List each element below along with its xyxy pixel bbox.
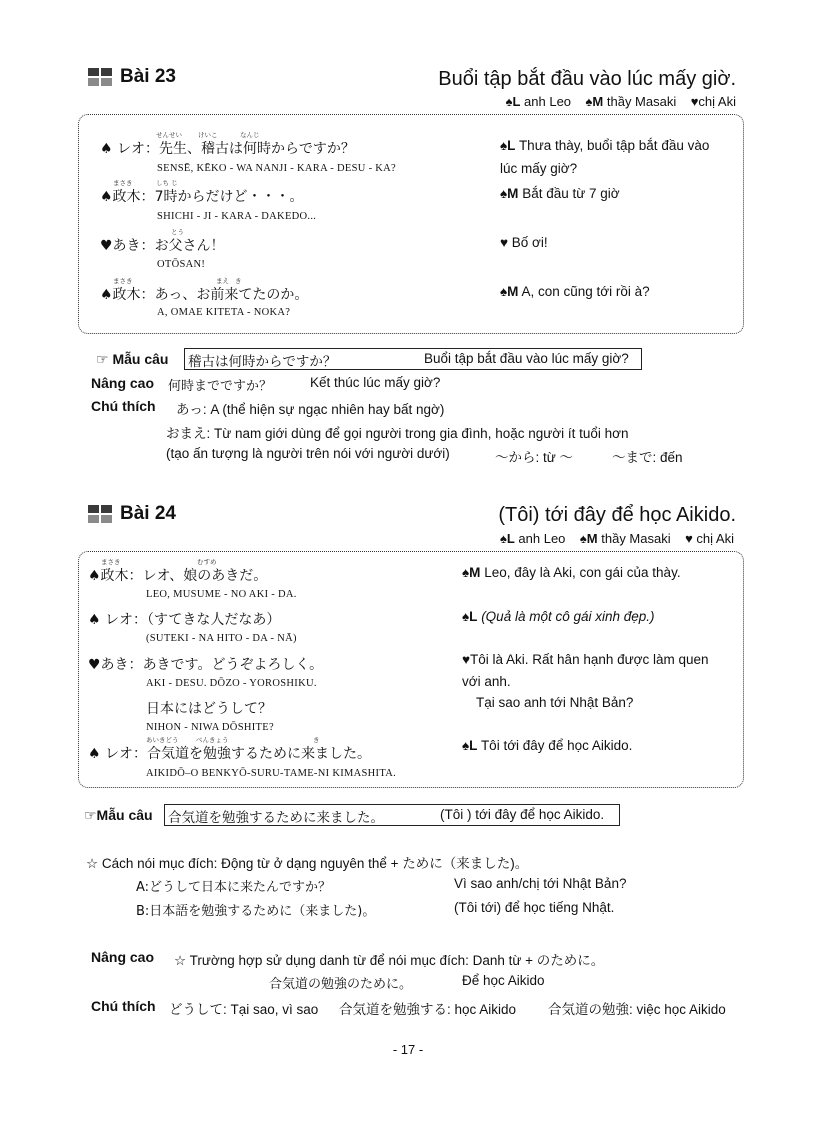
lesson-24-heading xyxy=(88,503,176,525)
pattern-jp: 合気道を勉強するために来ました。 xyxy=(168,810,384,826)
dialog-vi: ♠L (Quả là một cô gái xinh đẹp.) xyxy=(462,609,655,624)
dialog-jp: お父さん！ xyxy=(154,238,225,254)
furigana: あいきどう xyxy=(146,736,179,744)
note-3: (tạo ấn tượng là người trên nói với người dưới) xyxy=(166,446,450,461)
dialog-romaji: NIHON - NIWA DŌSHITE? xyxy=(146,722,274,733)
dialog-line-1 xyxy=(100,138,355,158)
dialog-romaji: SHICHI - JI - KARA - DAKEDO... xyxy=(157,211,317,222)
furigana: しち じ xyxy=(156,179,178,187)
advanced-example-vi: Để học Aikido xyxy=(462,973,545,988)
dialog-jp: （すてきな人だなあ） xyxy=(147,612,281,628)
speaker-label: ♠政木： xyxy=(100,287,155,303)
advanced-vi: Kết thúc lúc mấy giờ? xyxy=(310,375,441,390)
dialog-line-2 xyxy=(100,186,303,206)
dialog-vi: ♠M A, con cũng tới rồi à? xyxy=(500,284,650,299)
furigana: まえ xyxy=(216,277,229,285)
dialog-vi: ♠L Tôi tới đây để học Aikido. xyxy=(462,738,633,753)
dialog-line-1 xyxy=(88,565,267,585)
dialog-line-3 xyxy=(100,235,225,255)
furigana: せんせい xyxy=(156,131,182,139)
speaker-label: ♥あき： xyxy=(100,238,155,254)
furigana: き xyxy=(313,736,320,744)
dialog-jp: あきです。どうぞよろしく。 xyxy=(142,657,324,673)
pattern-jp: 稽古は何時からですか？ xyxy=(188,354,337,370)
dialog-romaji: (SUTEKI - NA HITO - DA - NĀ) xyxy=(146,633,297,644)
lesson-23-title: Buổi tập bắt đầu vào lúc mấy giờ. xyxy=(438,68,736,90)
lesson-24-roles: ♠L anh Leo ♠M thầy Masaki ♥ chị Aki xyxy=(499,531,734,546)
furigana: まさき xyxy=(113,277,133,285)
note-3: 合気道の勉強: việc học Aikido xyxy=(548,1002,726,1017)
example-b-vi: (Tôi tới) để học tiếng Nhật. xyxy=(454,900,615,915)
furigana: まさき xyxy=(113,179,133,187)
page-number: - 17 - xyxy=(392,1042,424,1057)
note-2: おまえ: Từ nam giới dùng để gọi người trong gia đình, hoặc người ít tuổi hơn xyxy=(166,426,629,441)
advanced-text: ☆ Trường hợp sử dụng danh từ để nói mục đích: Danh từ + のために。 xyxy=(174,953,605,968)
furigana: まさき xyxy=(101,558,121,566)
lesson-23-heading xyxy=(88,66,176,88)
dialog-romaji: A, OMAE KITETA - NOKA? xyxy=(157,307,291,318)
dialog-romaji: AIKIDŌ–O BENKYŌ-SURU-TAME-NI KIMASHITA. xyxy=(146,768,397,779)
dialog-jp: 合気道を勉強するために来ました。 xyxy=(147,746,372,762)
furigana: なんじ xyxy=(240,131,260,139)
note-2: 合気道を勉強する: học Aikido xyxy=(339,1002,517,1017)
note-label: Chú thích xyxy=(91,998,156,1014)
speaker-label: ♠ レオ： xyxy=(100,141,160,157)
dialog-jp: 7時からだけど・・・。 xyxy=(154,189,304,205)
dialog-jp: あっ、お前来てたのか。 xyxy=(154,287,309,303)
furigana: とう xyxy=(171,228,184,236)
speaker-label: ♠ レオ： xyxy=(88,612,148,628)
dialog-vi: ♠M Leo, đây là Aki, con gái của thày. xyxy=(462,565,681,580)
lesson-24-title: (Tôi) tới đây để học Aikido. xyxy=(498,504,736,526)
pattern-vi: (Tôi ) tới đây để học Aikido. xyxy=(440,807,605,822)
dialog-vi: ♠M Bắt đầu từ 7 giờ xyxy=(500,186,620,201)
advanced-label: Nâng cao xyxy=(91,949,155,965)
advanced-jp: 何時までですか？ xyxy=(168,379,273,394)
lesson-square-icon xyxy=(88,68,112,86)
purpose-rule: ☆ Cách nói mục đích: Động từ ở dạng nguyên thể + ために（来ました)。 xyxy=(86,856,529,871)
lesson-23-label: Bài 23 xyxy=(120,66,176,87)
speaker-label: ♠政木： xyxy=(100,189,155,205)
furigana: べんきょう xyxy=(196,736,229,744)
lesson-square-icon xyxy=(88,505,112,523)
note-1: あっ: A (thể hiện sự ngạc nhiên hay bất ngờ) xyxy=(176,402,445,417)
dialog-line-5 xyxy=(88,743,371,763)
note-label: Chú thích xyxy=(91,398,156,414)
dialog-vi: ♠L Thưa thày, buổi tập bắt đầu vào xyxy=(500,138,710,153)
speaker-label: ♠ レオ： xyxy=(88,746,148,762)
lesson-24-label: Bài 24 xyxy=(120,503,176,524)
dialog-vi: Tại sao anh tới Nhật Bản? xyxy=(476,695,634,710)
dialog-romaji: OTŌSAN! xyxy=(157,259,206,270)
dialog-vi: ♥ Bố ơi! xyxy=(500,235,548,250)
furigana: けいこ xyxy=(198,131,218,139)
pattern-vi: Buổi tập bắt đầu vào lúc mấy giờ? xyxy=(424,351,629,366)
dialog-romaji: SENSĒ, KĒKO - WA NANJI - KARA - DESU - KA? xyxy=(157,163,397,174)
dialog-jp: レオ、娘のあきだ。 xyxy=(142,568,268,584)
dialog-vi-cont: với anh. xyxy=(462,674,511,689)
dialog-line-3 xyxy=(88,654,323,674)
speaker-label: ♥あき： xyxy=(88,657,143,673)
dialog-jp: 日本にはどうして？ xyxy=(146,701,272,717)
dialog-line-2 xyxy=(88,609,280,629)
speaker-label: ♠政木： xyxy=(88,568,143,584)
note-4: ～から: từ ～ xyxy=(495,450,574,465)
dialog-vi-cont: lúc mấy giờ? xyxy=(500,161,578,176)
dialog-romaji: LEO, MUSUME - NO AKI - DA. xyxy=(146,589,297,600)
note-1: どうして: Tại sao, vì sao xyxy=(169,1002,319,1017)
lesson-23-roles: ♠L anh Leo ♠M thầy Masaki ♥chị Aki xyxy=(505,94,736,109)
furigana: むすめ xyxy=(197,558,217,566)
advanced-label: Nâng cao xyxy=(91,375,155,391)
dialog-jp: 先生、稽古は何時からですか？ xyxy=(159,141,355,157)
example-a-vi: Vì sao anh/chị tới Nhật Bản? xyxy=(454,876,627,891)
example-b-jp: B:日本語を勉強するために（来ました)。 xyxy=(136,904,376,919)
advanced-example-jp: 合気道の勉強のために。 xyxy=(269,977,413,992)
dialog-vi: ♥Tôi là Aki. Rất hân hạnh được làm quen xyxy=(462,652,709,667)
example-a-jp: A:どうして日本に来たんですか？ xyxy=(136,880,332,895)
furigana: き xyxy=(235,277,242,285)
pattern-label: ☞Mẫu câu xyxy=(84,807,153,823)
dialog-romaji: AKI - DESU. DŌZO - YOROSHIKU. xyxy=(146,678,317,689)
dialog-line-4 xyxy=(100,284,308,304)
dialog-line-4 xyxy=(146,698,272,718)
pattern-label: ☞ Mẫu câu xyxy=(96,351,169,367)
note-5: ～まで: đến xyxy=(612,450,683,465)
